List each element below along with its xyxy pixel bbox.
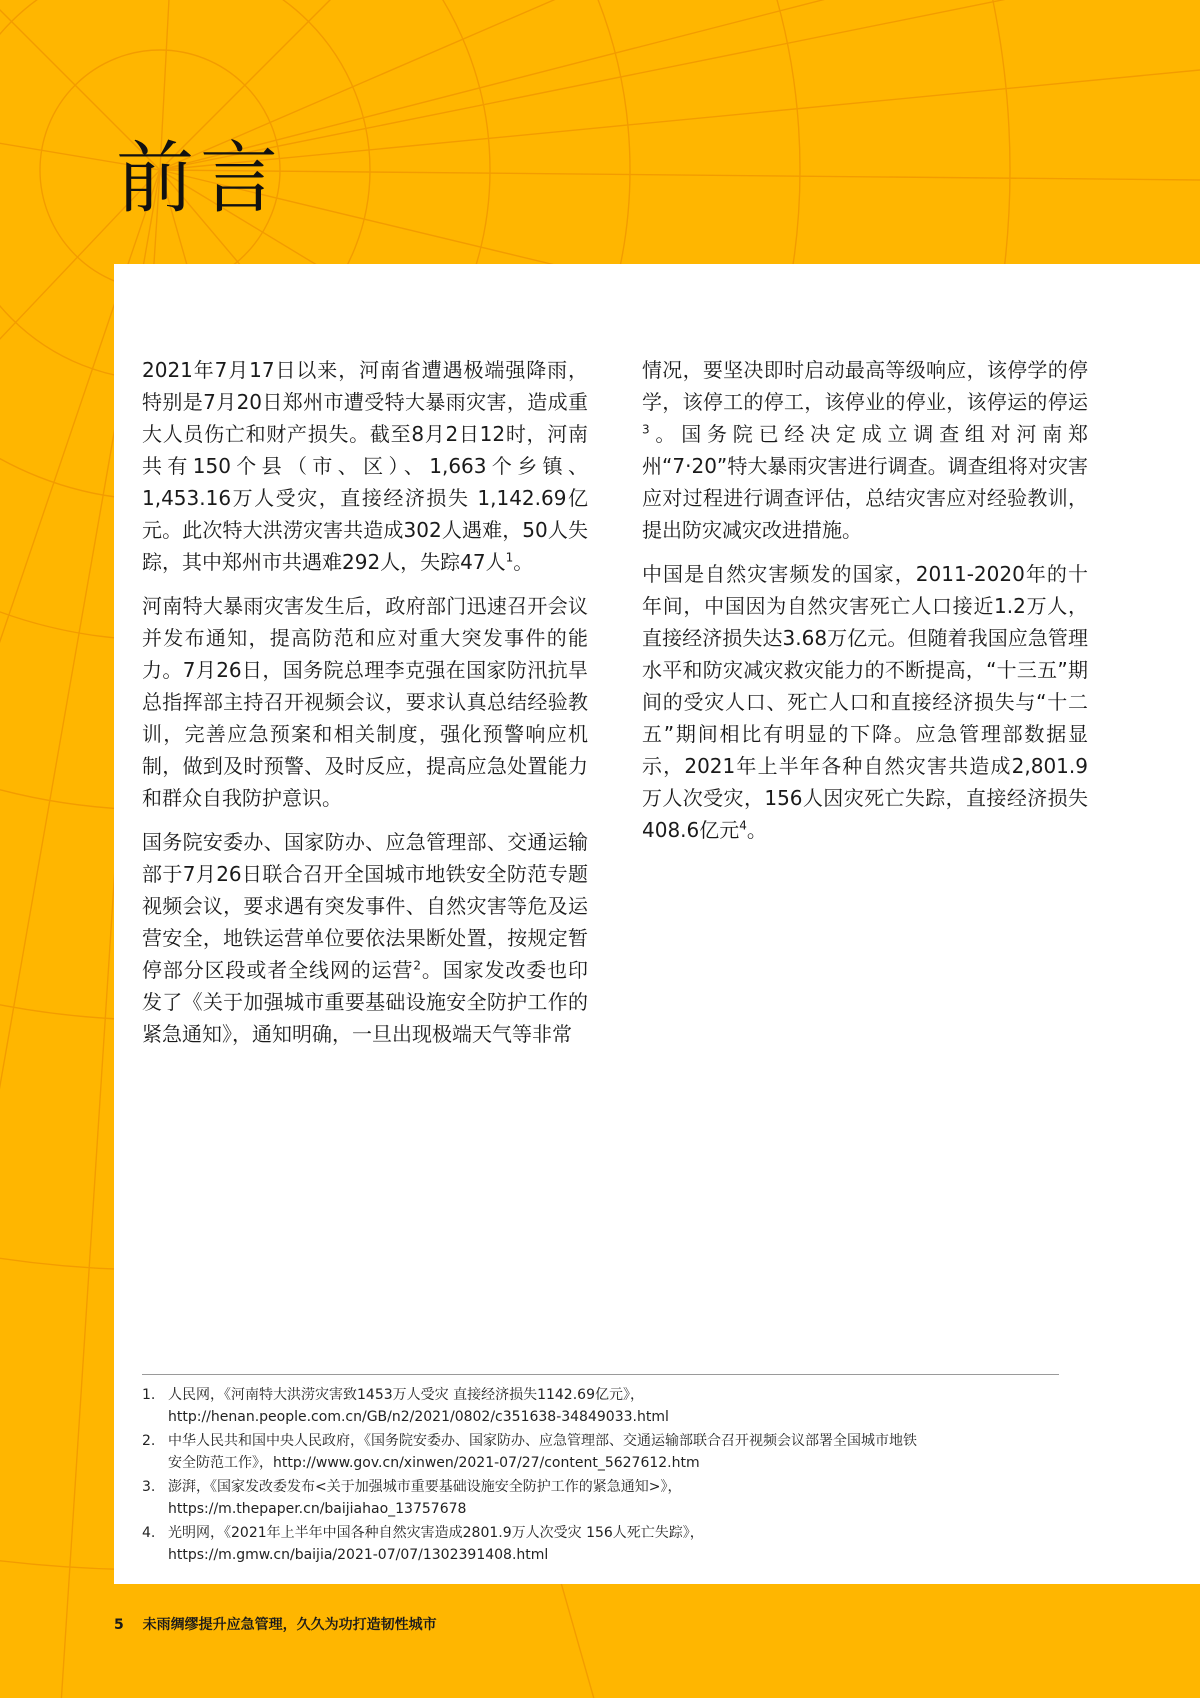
paragraph: 2021年7月17日以来，河南省遭遇极端强降雨，特别是7月20日郑州市遭受特大暴雨灾害，造成重大人员伤亡和财产损失。截至8月2日12时，河南共有150个县（市、区）、1,663个乡镇、1,453.16万人受灾，直接经济损失 1,142.69亿元。此次特大洪涝灾害共造成302人遇难，50人失踪，其中郑州市共遇难292人，失踪47人$^1$。 (142, 358, 588, 574)
footnote-divider (142, 1374, 1059, 1375)
footnote-list (142, 1384, 1062, 1568)
right-column (642, 354, 1088, 858)
footnote-link[interactable]: https://m.gmw.cn/baijia/2021-07/07/1302391408.html (168, 1547, 549, 1563)
footnote-ref: 1 (505, 550, 514, 565)
footnote-link[interactable]: https://m.thepaper.cn/baijiahao_13757678 (168, 1501, 467, 1517)
footnote-item: 4. 光明网，《2021年上半年中国各种自然灾害造成2801.9万人次受灾 156人死亡失踪》， https://m.gmw.cn/baijia/2021-07/07/1302391408.html (142, 1525, 704, 1563)
paragraph: 河南特大暴雨灾害发生后，政府部门迅速召开会议并发布通知，提高防范和应对重大突发事件的能力。7月26日，国务院总理李克强在国家防汛抗旱总指挥部主持召开视频会议，要求认真总结经验教训，完善应急预案和相关制度，强化预警响应机制，做到及时预警、及时反应，提高应急处置能力和群众自我防护意识。 (142, 594, 588, 810)
paragraph: 情况，要坚决即时启动最高等级响应，该停学的停学，该停工的停工，该停业的停业，该停运的停运$^3$。国务院已经决定成立调查组对河南郑州“7·20”特大暴雨灾害进行调查。调查组将对灾害应对过程进行调查评估，总结灾害应对经验教训，提出防灾减灾改进措施。 (642, 358, 1088, 542)
left-column (142, 354, 588, 1062)
footnote-link[interactable]: http://henan.people.com.cn/GB/n2/2021/0802/c351638-34849033.html (168, 1409, 669, 1425)
footnote-item: 1. 人民网，《河南特大洪涝灾害致1453万人受灾 直接经济损失1142.69亿元》， http://henan.people.com.cn/GB/n2/2021/0802/c351638-34849033.html (142, 1387, 669, 1425)
page-footer (114, 1614, 437, 1634)
page-number: 5 (114, 1617, 124, 1633)
content-panel (114, 264, 1200, 1584)
footer-title: 未雨绸缪提升应急管理，久久为功打造韧性城市 (142, 1617, 437, 1633)
paragraph: 国务院安委办、国家防办、应急管理部、交通运输部于7月26日联合召开全国城市地铁安全防范专题视频会议，要求遇有突发事件、自然灾害等危及运营安全，地铁运营单位要依法果断处置，按规定暂停部分区段或者全线网的运营$^2$。国家发改委也印发了《关于加强城市重要基础设施安全防护工作的紧急通知》，通知明确，一旦出现极端天气等非常 (142, 830, 589, 1046)
page-title: 前言 (116, 134, 285, 224)
footnote-ref: 4 (739, 818, 747, 833)
footnote-item: 3. 澎湃，《国家发改委发布<关于加强城市重要基础设施安全防护工作的紧急通知>》， https://m.thepaper.cn/baijiahao_13757678 (142, 1479, 682, 1517)
footnote-link[interactable]: 安全防范工作》，http://www.gov.cn/xinwen/2021-07/27/content_5627612.htm (168, 1455, 700, 1471)
paragraph: 中国是自然灾害频发的国家，2011-2020年的十年间，中国因为自然灾害死亡人口接近1.2万人，直接经济损失达3.68万亿元。但随着我国应急管理水平和防灾减灾救灾能力的不断提高，“十三五”期间的受灾人口、死亡人口和直接经济损失与“十二五”期间相比有明显的下降。应急管理部数据显示，2021年上半年各种自然灾害共造成2,801.9万人次受灾，156人因灾死亡失踪，直接经济损失408.6亿元$^4$。 (642, 562, 1088, 842)
footnote-item: 2. 中华人民共和国中央人民政府，《国务院安委办、国家防办、应急管理部、交通运输部联合召开视频会议部署全国城市地铁 安全防范工作》，http://www.gov.cn/xinwen/2021-07/27/content_5627612.htm (142, 1433, 917, 1471)
footnote-ref: 3 (642, 422, 650, 437)
footnote-ref: 2 (413, 958, 422, 973)
